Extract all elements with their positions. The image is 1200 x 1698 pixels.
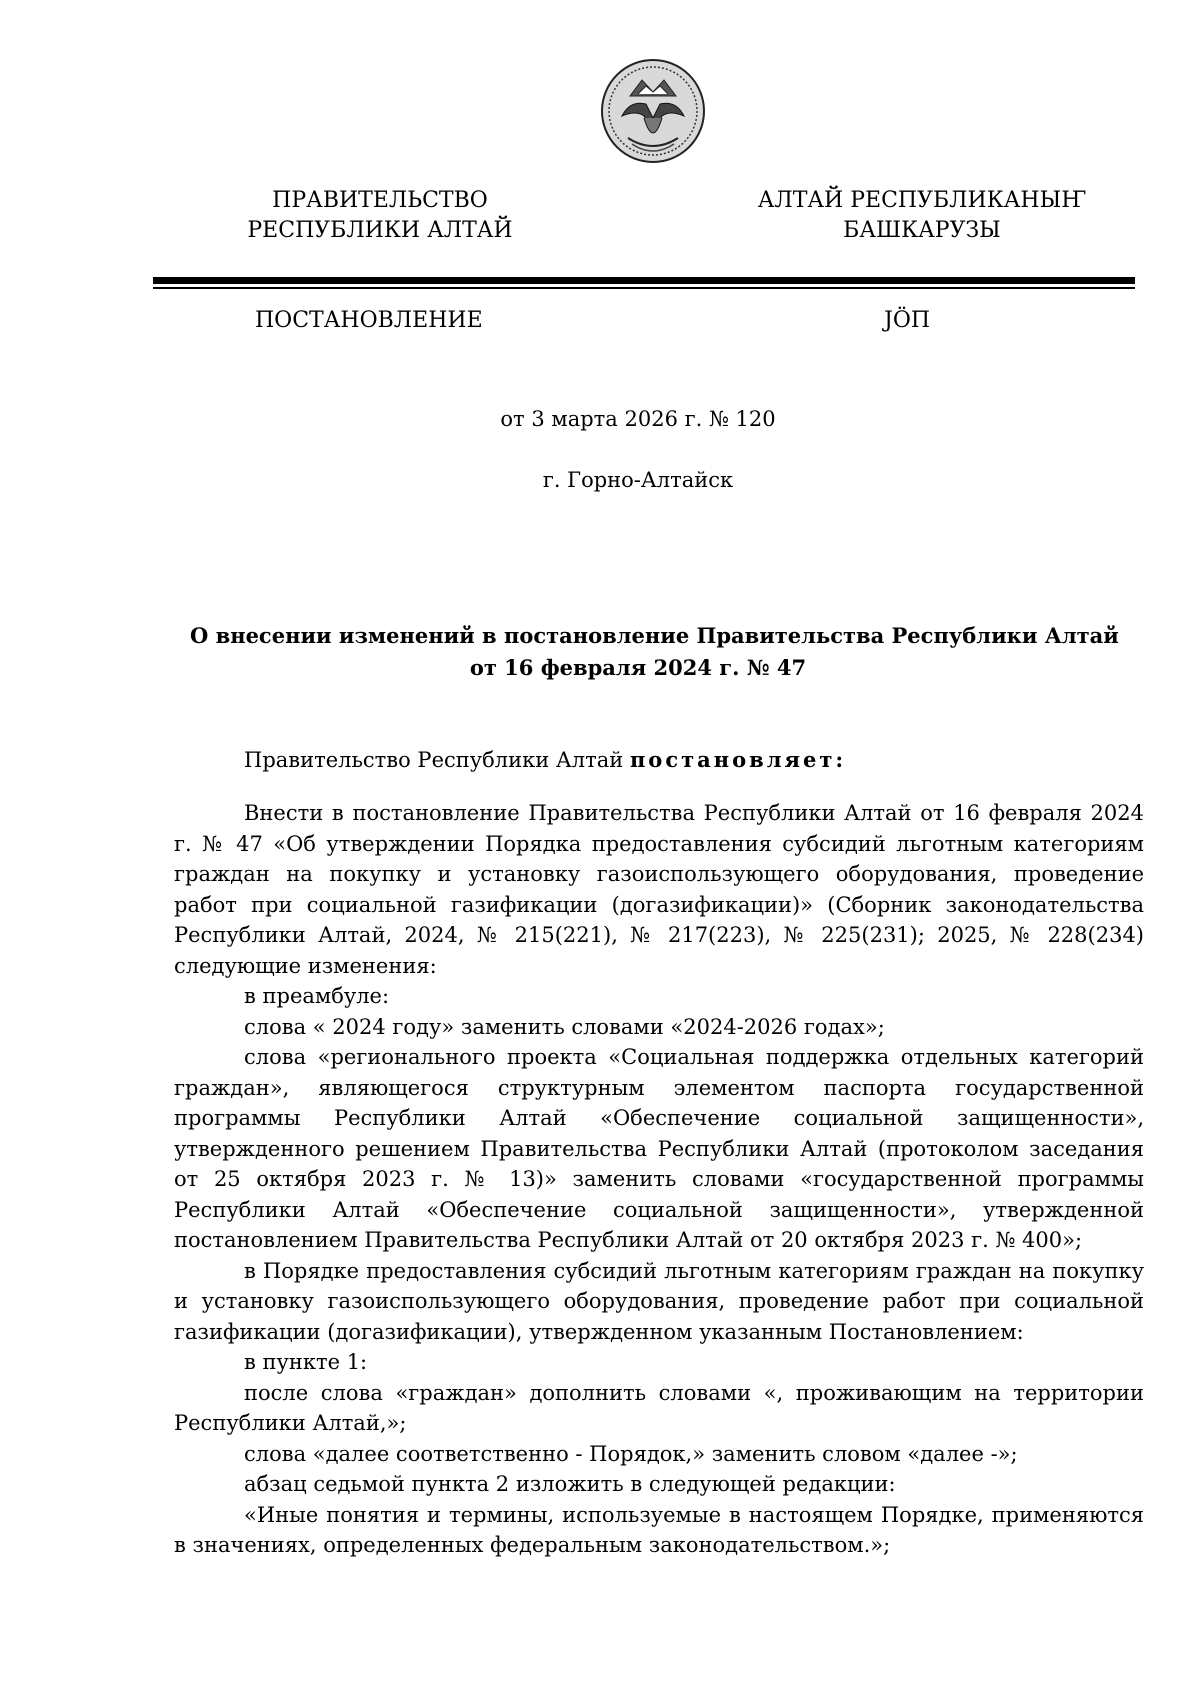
document-title (190, 620, 1119, 684)
body-paragraph: в преамбуле: (244, 984, 390, 1008)
doc-type-left: ПОСТАНОВЛЕНИЕ (255, 308, 483, 333)
body-paragraph: абзац седьмой пункта 2 изложить в следующей редакции: (244, 1472, 896, 1496)
header-left-line2: РЕСПУБЛИКИ АЛТАЙ (247, 218, 513, 243)
header-right-line2: БАШКАРУЗЫ (843, 218, 1001, 243)
decree-verb: постановляет: (629, 747, 847, 772)
header-right-line1: АЛТАЙ РЕСПУБЛИКАНЫҤ (757, 188, 1087, 213)
body-paragraph: Внести в постановление Правительства Республики Алтай от 16 февраля 2024 г. № 47 «Об утверждении Порядка предоставления субсидий льготным категориям граждан на покупку и установку газоиспользующего оборудования, проведение работ при социальной газификации (догазификации)» (Сборник законодательства Республики Алтай, 2024, № 215(221), № 217(223), № 225(231); 2025, № 228(234) следующие изменения: (174, 801, 1144, 978)
body-paragraph: слова « 2024 году» заменить словами «2024-2026 годах»; (244, 1014, 885, 1039)
title-line1: О внесении изменений в постановление Правительства Республики Алтай (190, 623, 1119, 648)
body-paragraph: слова «регионального проекта «Социальная поддержка отдельных категорий граждан», являющегося структурным элементом паспорта государственной программы Республики Алтай «Обеспечение социальной защищенности», утвержденного решением Правительства Республики Алтай (протоколом заседания от 25 октября 2023 г. № 13)» заменить словами «государственной программы Республики Алтай «Обеспечение социальной защищенности», утвержденной постановлением Правительства Республики Алтай от 20 октября 2023 г. № 400»; (174, 1045, 1144, 1252)
body-paragraph: в Порядке предоставления субсидий льготным категориям граждан на покупку и установку газоиспользующего оборудования, проведение работ при социальной газификации (догазификации), утвержденном указанным Постановлением: (174, 1258, 1144, 1344)
decree-statement (244, 745, 846, 775)
document-city: г. Горно-Алтайск (542, 468, 734, 492)
coat-of-arms-icon (600, 58, 706, 164)
title-line2: от 16 февраля 2024 г. № 47 (469, 655, 807, 680)
body-paragraph: в пункте 1: (244, 1350, 368, 1374)
body-paragraph: после слова «граждан» дополнить словами «, проживающим на территории Республики Алтай,»; (174, 1380, 1144, 1435)
header-right-block (752, 186, 1092, 246)
header-left-block (240, 186, 520, 246)
document-body (174, 798, 1144, 1561)
coat-of-arms-emblem (600, 58, 706, 164)
body-paragraph: «Иные понятия и термины, используемые в настоящем Порядке, применяются в значениях, определенных федеральным законодательством.»; (174, 1502, 1144, 1557)
doc-type-right: ЈӦП (884, 308, 931, 333)
header-divider-thin (153, 287, 1135, 289)
body-paragraph: слова «далее соответственно - Порядок,» заменить словом «далее -»; (244, 1441, 1018, 1466)
decree-prefix: Правительство Республики Алтай (244, 748, 630, 772)
header-left-line1: ПРАВИТЕЛЬСТВО (272, 188, 488, 213)
document-date-number: от 3 марта 2026 г. № 120 (500, 407, 776, 431)
header-divider-thick (153, 277, 1135, 284)
